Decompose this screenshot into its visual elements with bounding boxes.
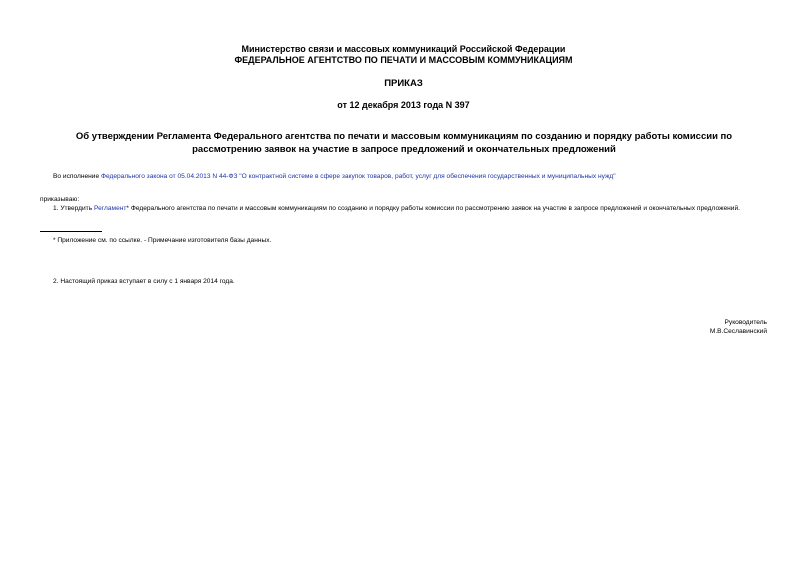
footnote-mark: * <box>126 205 129 212</box>
item-2-paragraph: 2. Настоящий приказ вступает в силу с 1 января 2014 года. <box>53 278 235 285</box>
document-title: Об утверждении Регламента Федерального агентства по печати и массовым коммуникациям по созданию и порядку работы комиссии по рассмотрению заявок на участие в запросе предложений и окончательных предложений <box>75 131 733 155</box>
footnote-separator <box>40 231 102 232</box>
date-number-heading: от 12 декабря 2013 года N 397 <box>337 100 470 110</box>
ministry-heading: Министерство связи и массовых коммуникаций Российской Федерации <box>241 44 566 54</box>
item-1-prefix: 1. Утвердить <box>53 205 94 212</box>
preamble-paragraph <box>53 172 616 181</box>
preamble-lead: Во исполнение <box>53 173 101 180</box>
signature-position: Руководитель <box>724 319 767 326</box>
doc-type-heading: ПРИКАЗ <box>384 78 423 89</box>
agency-heading: ФЕДЕРАЛЬНОЕ АГЕНТСТВО ПО ПЕЧАТИ И МАССОВЫМ КОММУНИКАЦИЯМ <box>234 55 573 65</box>
reglament-link[interactable]: Регламент <box>93 205 127 212</box>
signature-name: М.В.Сеславинский <box>709 328 767 335</box>
item-1-text: Федерального агентства по печати и массовым коммуникациям по созданию и порядку работы комиссии по рассмотрению заявок на участие в запросе предложений и окончательных предложений. <box>128 205 740 212</box>
item-1-paragraph <box>40 204 768 213</box>
order-word: приказываю: <box>40 196 80 203</box>
federal-law-link[interactable]: Федерального закона от 05.04.2013 N 44-ФЗ "О контрактной системе в сфере закупок товаров, работ, услуг для обеспечения государственных и муниципальных нужд" <box>100 173 616 180</box>
footnote-text: * Приложение см. по ссылке. - Примечание изготовителя базы данных. <box>53 237 272 244</box>
